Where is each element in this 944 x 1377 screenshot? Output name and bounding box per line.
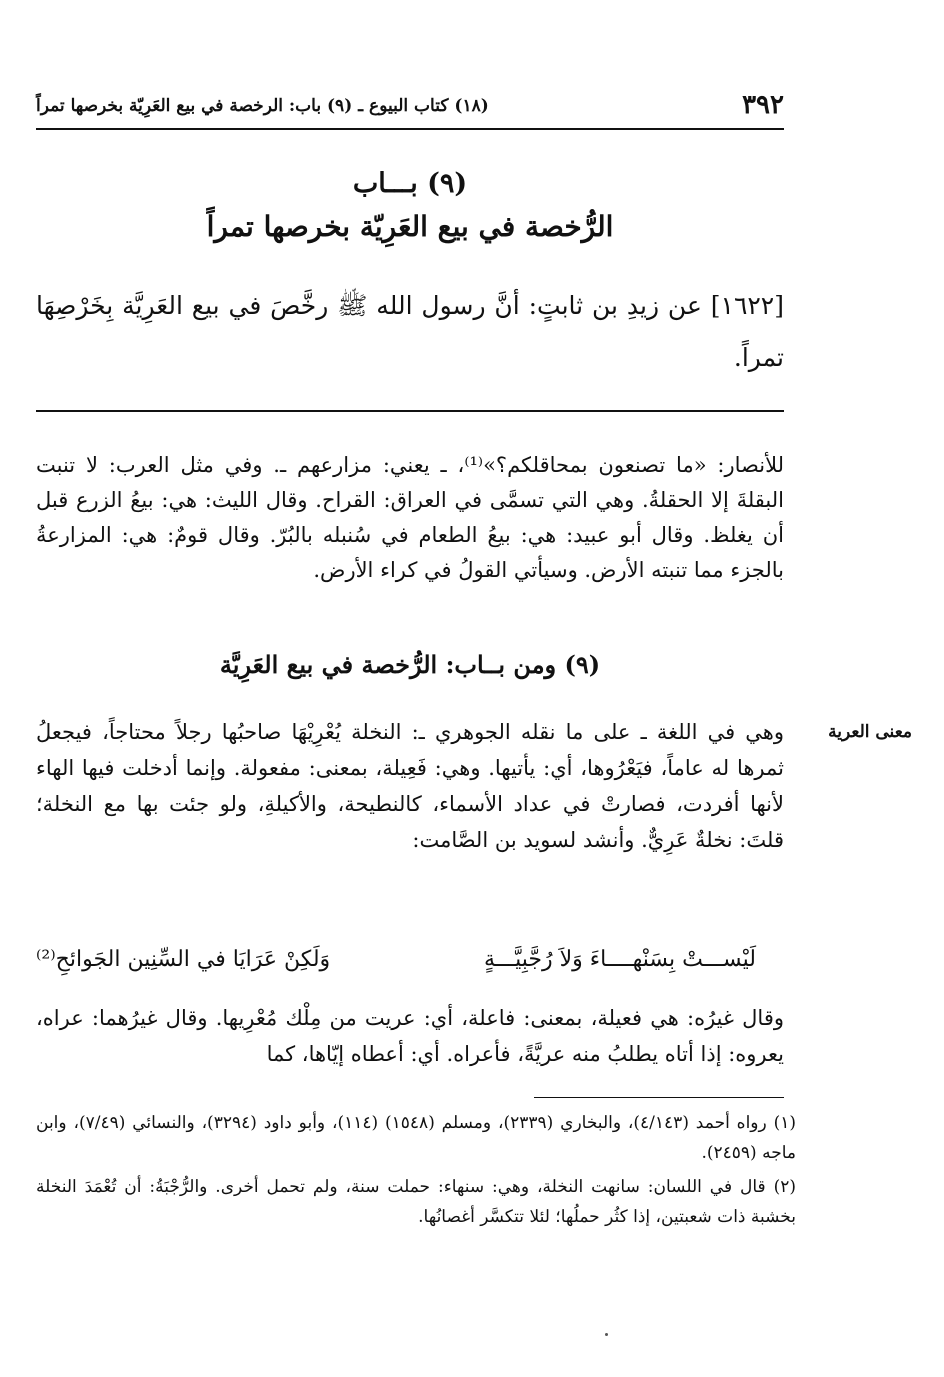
page-speck	[605, 1333, 608, 1336]
margin-note: معنى العرية	[828, 722, 912, 742]
commentary-end: وقال غيرُه: هي فعيلة، بمعنى: فاعلة، أي: عريت من مِلْك مُعْرِيها. وقال غيرُهما: عراه، يعروه: إذا أتاه يطلبُ منه عريَّةً، فأعراه. أي: أعطاه إيّاها، كما	[36, 1006, 784, 1066]
poem-hemistich-2: وَلَكِنْ عَرَايَا في السِّنِين الجَوائحِ⁽²⁾	[36, 947, 331, 972]
footnote-1: (١) رواه أحمد (٤/١٤٣)، والبخاري (٢٣٣٩)، ومسلم (١٥٤٨) (١١٤)، وأبو داود (٣٢٩٤)، والنسائي (٧/٤٩)، وابن ماجه (٢٤٥٩).	[36, 1113, 796, 1163]
page-header	[36, 88, 784, 130]
section-divider	[36, 410, 784, 412]
chapter-title: (٩) بـــاب	[352, 168, 468, 199]
page-number: ٣٩٢	[742, 90, 784, 120]
footnote-rule	[534, 1097, 784, 1098]
commentary-main: وهي في اللغة ـ على ما نقله الجوهري ـ: النخلة يُعْرِيْهَا صاحبُها رجلاً محتاجاً، فيجعلُ ثمرها له عاماً، فيَعْرُوها، أي: يأتيها. وهي: فَعِيلة، بمعنى: مفعولة. وإنما أدخلت فيها الهاء لأنها أفردت، فصارتْ في عداد الأسماء، كالنطيحة، والأكيلةِ، ولو جئت بها مع النخلة؛ قلتَ: نخلةٌ عَرِيٌّ. وأنشد لسويد بن الصَّامت:	[36, 720, 784, 852]
footnotes	[36, 1108, 796, 1236]
hadith-text: [١٦٢٢] عن زيدِ بن ثابتٍ: أنَّ رسول الله ﷺ رخَّصَ في بيع العَرِيَّة بِخَرْصِهَا تمراً.	[36, 291, 784, 372]
running-head: (١٨) كتاب البيوع ـ (٩) باب: الرخصة في بيع العَرِيّة بخرصها تمراً	[36, 96, 489, 116]
footnote-2: (٢) قال في اللسان: سانهت النخلة، وهي: سنهاء: حملت سنة، ولم تحمل أخرى. والرُّجْبَةُ: أن تُعْمَدَ النخلة بخشبة ذات شعبتين، إذا كثُر حملُها؛ لئلا تتكسَّر أغصانُها.	[36, 1177, 796, 1227]
poem-verse	[36, 942, 756, 978]
commentary-top: للأنصار: «ما تصنعون بمحاقلكم؟»⁽¹⁾، ـ يعني: مزارعهم ـ. وفي مثل العرب: لا تنبت البقلةَ إلا الحقلةُ. وهي التي تسمَّى في العراق: القراح. وقال الليث: هي: بيعُ الزرع قبل أن يغلظ. وقال أبو عبيد: هي: بيعُ الطعام في سُنبله بالبُرّ. وقال قومٌ: هي: المزارعةُ بالجزء مما تنبته الأرض. وسيأتي القولُ في كراء الأرض.	[36, 453, 784, 582]
chapter-subtitle: الرُّخصة في بيع العَرِيّة بخرصها تمراً	[206, 210, 614, 243]
section-heading: (٩) ومن بــاب: الرُّخصة في بيع العَرِيَّة	[219, 650, 601, 679]
poem-hemistich-1: لَيْســـتْ بِسَنْهــــاءَ وَلاَ رُجَّبِيَّـــةٍ	[483, 947, 756, 972]
